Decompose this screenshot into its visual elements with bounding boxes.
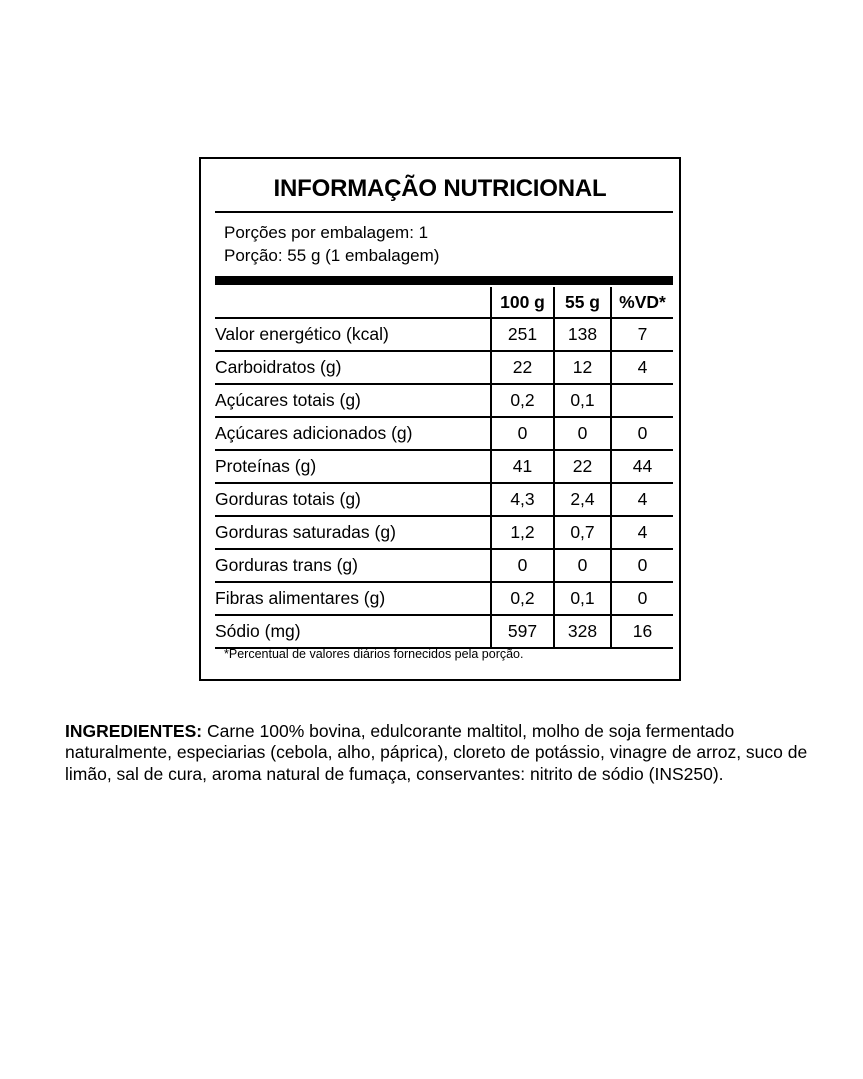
nutrient-name: Sódio (mg) xyxy=(215,615,491,648)
value-vd: 44 xyxy=(611,450,673,483)
table-row xyxy=(215,549,673,582)
value-vd: 7 xyxy=(611,318,673,351)
column-header-55g: 55 g xyxy=(554,287,611,318)
value-vd: 0 xyxy=(611,417,673,450)
value-55g: 138 xyxy=(554,318,611,351)
value-100g: 0,2 xyxy=(491,384,554,417)
value-100g: 41 xyxy=(491,450,554,483)
table-row xyxy=(215,450,673,483)
value-100g: 0,2 xyxy=(491,582,554,615)
value-100g: 0 xyxy=(491,549,554,582)
nutrition-facts-label xyxy=(199,157,681,681)
label-title: INFORMAÇÃO NUTRICIONAL xyxy=(273,175,607,202)
nutrient-name: Proteínas (g) xyxy=(215,450,491,483)
table-row xyxy=(215,417,673,450)
table-header-row xyxy=(215,287,673,318)
table-row xyxy=(215,483,673,516)
value-55g: 0,1 xyxy=(554,582,611,615)
value-vd xyxy=(611,384,673,417)
value-100g: 4,3 xyxy=(491,483,554,516)
label-footnote: *Percentual de valores diários fornecidos pela porção. xyxy=(224,647,524,661)
nutrient-name: Gorduras saturadas (g) xyxy=(215,516,491,549)
value-55g: 0 xyxy=(554,549,611,582)
title-divider xyxy=(215,211,673,213)
thick-divider xyxy=(215,276,673,285)
table-row xyxy=(215,318,673,351)
nutrient-name: Carboidratos (g) xyxy=(215,351,491,384)
value-vd: 0 xyxy=(611,582,673,615)
value-100g: 0 xyxy=(491,417,554,450)
value-55g: 12 xyxy=(554,351,611,384)
value-vd: 4 xyxy=(611,483,673,516)
column-header-vd: %VD* xyxy=(611,287,673,318)
value-100g: 597 xyxy=(491,615,554,648)
value-55g: 0,7 xyxy=(554,516,611,549)
header-blank-cell xyxy=(215,287,491,318)
value-100g: 251 xyxy=(491,318,554,351)
nutrient-name: Fibras alimentares (g) xyxy=(215,582,491,615)
table-row xyxy=(215,582,673,615)
value-55g: 0 xyxy=(554,417,611,450)
value-55g: 22 xyxy=(554,450,611,483)
ingredients-text: Carne 100% bovina, edulcorante maltitol, molho de soja fermentado naturalmente, especiarias (cebola, alho, páprica), cloreto de potássio, vinagre de arroz, suco de limão, sal de cura, aroma natural de fumaça, conservantes: nitrito de sódio (INS250). xyxy=(65,721,808,784)
column-header-100g: 100 g xyxy=(491,287,554,318)
nutrition-table xyxy=(215,287,673,649)
table-row xyxy=(215,615,673,648)
servings-per-package: Porções por embalagem: 1 xyxy=(224,223,429,242)
value-vd: 0 xyxy=(611,549,673,582)
value-100g: 1,2 xyxy=(491,516,554,549)
value-100g: 22 xyxy=(491,351,554,384)
table-row xyxy=(215,516,673,549)
value-vd: 16 xyxy=(611,615,673,648)
value-55g: 328 xyxy=(554,615,611,648)
nutrient-name: Açúcares totais (g) xyxy=(215,384,491,417)
value-55g: 2,4 xyxy=(554,483,611,516)
ingredients-block xyxy=(65,721,845,785)
ingredients-heading: INGREDIENTES: xyxy=(65,721,203,741)
value-vd: 4 xyxy=(611,351,673,384)
nutrient-name: Açúcares adicionados (g) xyxy=(215,417,491,450)
table-row xyxy=(215,384,673,417)
nutrient-name: Gorduras totais (g) xyxy=(215,483,491,516)
value-55g: 0,1 xyxy=(554,384,611,417)
nutrient-name: Gorduras trans (g) xyxy=(215,549,491,582)
table-row xyxy=(215,351,673,384)
value-vd: 4 xyxy=(611,516,673,549)
serving-size: Porção: 55 g (1 embalagem) xyxy=(224,246,440,265)
nutrient-name: Valor energético (kcal) xyxy=(215,318,491,351)
